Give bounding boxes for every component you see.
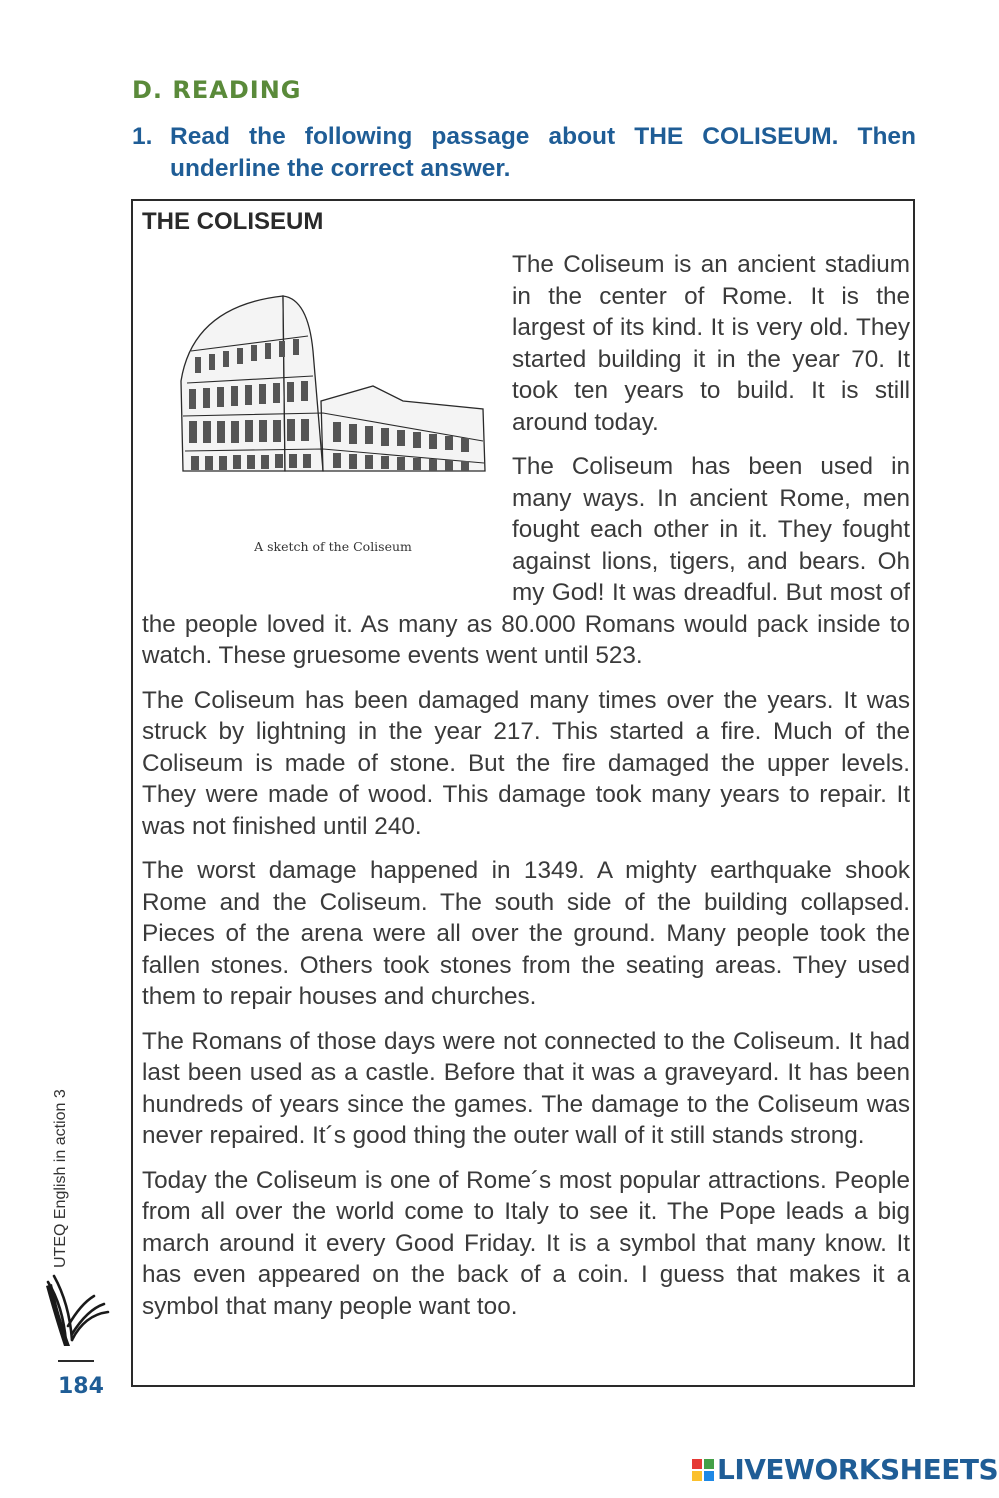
logo-grid-icon	[692, 1459, 714, 1481]
reading-box	[131, 199, 915, 1387]
logo-tile-yellow	[692, 1471, 702, 1481]
page-number: 184	[58, 1374, 104, 1399]
paragraph: The Coliseum is an ancient stadium in the center of Rome. It is the largest of its kind. It is very old. They started building it in the year 70. It took ten years to build. It is still around today.	[512, 251, 910, 436]
logo-tile-green	[704, 1459, 714, 1469]
paragraph: The Coliseum has been used in many ways. In ancient Rome, men fought each other in it. They fought against lions, tigers, and bears. Oh my God! It was dreadful. But most of the people loved it. As many as 80.000 Romans would pack inside to watch. These gruesome events went until 523.	[142, 453, 910, 669]
instruction-text: Read the following passage about THE COLISEUM. Then underline the correct answer.	[170, 123, 916, 182]
instruction-number: 1.	[132, 123, 153, 150]
liveworksheets-logo[interactable]	[692, 1453, 998, 1486]
logo-tile-red	[692, 1459, 702, 1469]
article-title: THE COLISEUM	[142, 208, 324, 235]
page-number-rule	[58, 1360, 94, 1362]
paragraph: The worst damage happened in 1349. A mighty earthquake shook Rome and the Coliseum. The south side of the building collapsed. Pieces of the arena were all over the ground. Many people took the fallen stones. Others took stones from the seating areas. They used them to repair houses and churches.	[142, 857, 910, 1010]
paragraph: The Coliseum has been damaged many times over the years. It was struck by lightning in the year 217. This started a fire. Much of the Coliseum is made of stone. But the fire damaged the upper levels. They were made of wood. This damage took many years to repair. It was not finished until 240.	[142, 686, 910, 840]
instruction	[132, 121, 916, 185]
paragraph: Today the Coliseum is one of Rome´s most popular attractions. People from all over the world come to Italy to see it. The Pope leads a big march around it every Good Friday. It is a symbol that many know. It has even appeared on the back of a coin. I guess that makes it a symbol that many people want too.	[142, 1166, 910, 1320]
brand-name: LIVEWORKSHEETS	[717, 1453, 999, 1486]
logo-tile-blue	[704, 1471, 714, 1481]
section-heading: D. READING	[132, 76, 302, 104]
paragraph: The Romans of those days were not connected to the Coliseum. It had last been used as a castle. Before that it was a graveyard. It has been hundreds of years since the games. The damage to the Coliseum was never repaired. It´s good thing the outer wall of it still stands strong.	[142, 1027, 910, 1149]
passage	[142, 249, 910, 1335]
figure-caption: A sketch of the Coliseum	[254, 539, 412, 554]
figure-wrap-spacer	[142, 249, 512, 607]
open-book-icon	[42, 1268, 114, 1348]
series-label: UTEQ English in action 3	[52, 1089, 69, 1268]
